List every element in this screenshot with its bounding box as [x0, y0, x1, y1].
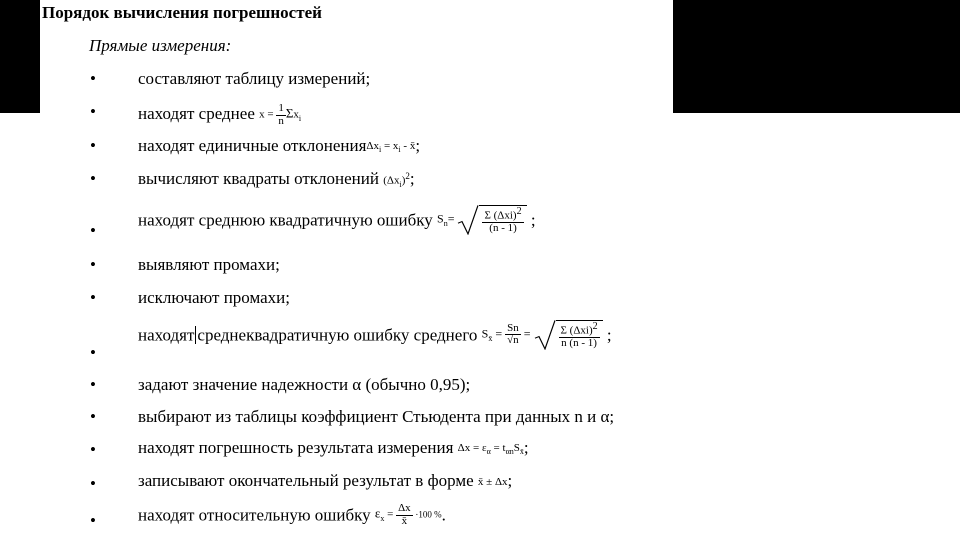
item-text: находят среднюю квадратичную ошибку: [138, 210, 433, 230]
item-text: составляют таблицу измерений;: [138, 69, 371, 88]
formula-sn: $S_n=$ $\frac{\Sigma (\Delta xi)^2}{(n - 1)}$: [437, 205, 527, 235]
item-text: исключают промахи;: [138, 288, 290, 307]
list-item: [138, 103, 301, 127]
formula-result: x̄ ± Δx: [477, 475, 508, 488]
list-item: [138, 256, 280, 273]
bullet: •: [90, 407, 96, 426]
bullet: •: [90, 343, 96, 362]
item-text: находят погрешность результата измерения: [138, 438, 454, 457]
list-item: вычисляют квадраты отклонений $(\Delta x_i)^2$;: [138, 169, 415, 189]
bullet: •: [90, 375, 96, 394]
formula-deviation: $\Delta x_i = x_i$ - x̄: [366, 139, 416, 154]
list-item: [138, 408, 614, 425]
item-text: выбирают из таблицы коэффициент Стьюдента при данных n и α;: [138, 407, 615, 426]
formula-square: $(\Delta x_i)^2$: [383, 170, 410, 189]
black-bar-right: [673, 0, 960, 113]
bullet: •: [90, 69, 96, 88]
list-item: находят среднюю квадратичную ошибку $S_n=$ $\frac{\Sigma (\Delta xi)^2}{(n - 1)}$ ;: [138, 206, 536, 235]
formula-sxbar: $S_{x̄}$ = $\frac{Sn}{√n}$ = $\frac{\Sigma (\Delta xi)^2}{n (n - 1)}$: [482, 320, 603, 350]
item-text-a: находят: [138, 325, 195, 345]
bullet: •: [90, 474, 96, 493]
formula-mean: x = $\frac{1}{n}$ $\Sigma x_i$: [259, 102, 302, 127]
bullet: •: [90, 102, 96, 121]
list-item: находят относительную ошибку $\varepsilon_x$ = $\frac{\Delta x}{x̄}$ ·100 %.: [138, 502, 446, 527]
list-item: [138, 289, 290, 306]
item-text: находят относительную ошибку: [138, 505, 371, 525]
item-text-b: среднеквадратичную ошибку среднего: [197, 325, 478, 345]
bullet: •: [90, 511, 96, 530]
list-item: [138, 376, 470, 393]
bullet: •: [90, 288, 96, 307]
item-text: вычисляют квадраты отклонений: [138, 169, 379, 188]
item-text: выявляют промахи;: [138, 255, 280, 274]
bullet: •: [90, 221, 96, 240]
item-text: задают значение надежности α (обычно 0,95);: [138, 375, 471, 394]
list-item: записывают окончательный результат в форме x̄ ± Δx;: [138, 471, 513, 490]
section-subtitle: Прямые измерения:: [89, 36, 232, 55]
formula-relative: $\varepsilon_x$ = $\frac{\Delta x}{x̄}$ ·100 %: [374, 502, 442, 527]
bullet: •: [90, 136, 96, 155]
list-item: находят среднеквадратичную ошибку среднего $S_{x̄}$ = $\frac{Sn}{√n}$ = $\frac{\Sigma (\Delta xi)^2}{n (n - 1)}$ ;: [138, 321, 612, 350]
bullet: •: [90, 440, 96, 459]
item-text: находят среднее: [138, 103, 255, 123]
list-item: [138, 70, 370, 87]
item-text: находят единичные отклонения: [138, 136, 367, 155]
list-item: находят погрешность результата измерения $\Delta x = \varepsilon_\alpha = t_{\alpha n}S_{x̄}$;: [138, 438, 529, 457]
item-text: записывают окончательный результат в форме: [138, 471, 474, 490]
formula-delta: $\Delta x = \varepsilon_\alpha = t_{\alpha n}S_{x̄}$: [457, 441, 524, 456]
list-item: находят единичные отклоненияΔx$_i$ = $x_i$ - x̄;: [138, 136, 421, 155]
bullet: •: [90, 169, 96, 188]
black-bar-left: [0, 0, 40, 113]
page-title: Порядок вычисления погрешностей: [42, 3, 322, 22]
bullet: •: [90, 255, 96, 274]
